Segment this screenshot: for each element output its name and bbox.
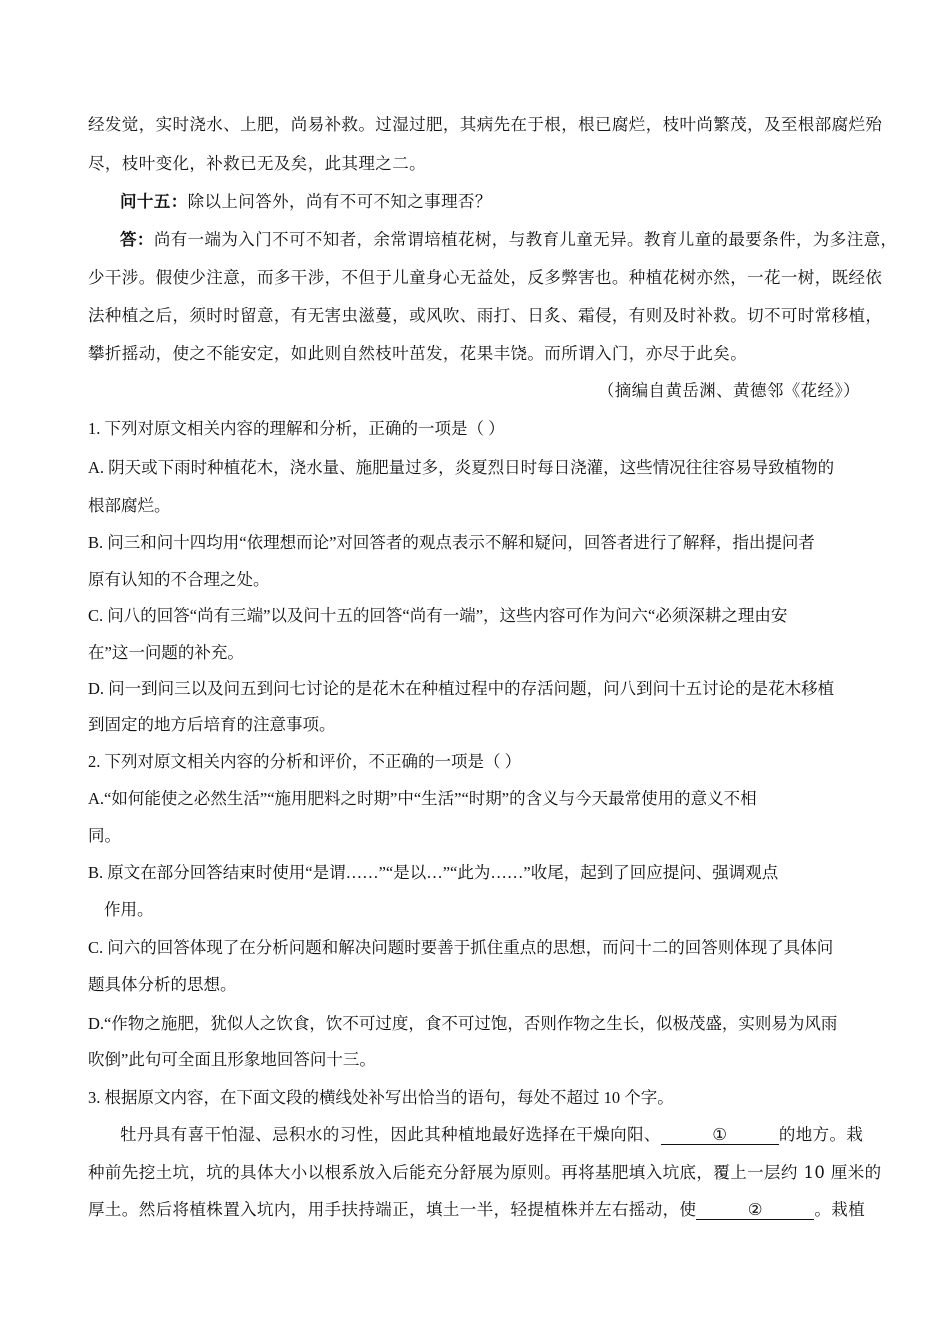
question-fifteen-label: 问十五： [120,192,188,211]
question-3-stem: 3. 根据原文内容，在下面文段的横线处补写出恰当的语句，每处不超过 10 个字。 [88,1088,674,1107]
question-1-option-a: A. 阴天或下雨时种植花木，浇水量、施肥量过多，炎夏烈日时每日浇灌，这些情况往往容易导致植物的 [88,458,835,477]
source-citation: （摘编自黄岳渊、黄德邻《花经》） [597,381,860,400]
question-2-option-c: C. 问六的回答体现了在分析问题和解决问题时要善于抓住重点的思想，而问十二的回答则体现了具体问 [88,938,834,957]
question-1-option-c: 在”这一问题的补充。 [88,643,244,662]
question-3-passage-line: 种前先挖土坑，坑的具体大小以根系放入后能充分舒展为原则。再将基肥填入坑底，覆上一层约 10 厘米的 [88,1163,882,1182]
question-2-option-d: 吹倒”此句可全面且形象地回答问十三。 [88,1050,376,1069]
question-1-option-b: B. 问三和问十四均用“依理想而论”对回答者的观点表示不解和疑问，回答者进行了解释，指出提问者 [88,533,815,552]
question-3-text: 厚土。然后将植株置入坑内，用手扶持端正，填土一半，轻提植株并左右摇动，使 [88,1200,697,1219]
question-1-option-b: 原有认知的不合理之处。 [88,570,270,589]
question-2-option-d: D.“作物之施肥，犹似人之饮食，饮不可过度，食不可过饱，否则作物之生长，似极茂盛，实则易为风雨 [88,1014,838,1033]
question-fifteen [120,191,900,213]
answer-line [120,229,900,251]
question-1-option-c: C. 问八的回答“尚有三端”以及问十五的回答“尚有一端”，这些内容可作为问六“必须深耕之理由安 [88,606,788,625]
question-2-option-b: 作用。 [104,900,154,919]
question-3-text: 的地方。栽 [778,1125,864,1144]
question-fifteen-text: 除以上问答外，尚有不可不知之事理否？ [187,192,492,211]
answer-label: 答： [120,230,154,249]
question-3-passage-line [120,1124,900,1146]
question-2-option-a: A.“如何能使之必然生活”“施用肥料之时期”中“生活”“时期”的含义与今天最常使用的意义不相 [88,789,757,808]
question-3-text: 。栽植 [814,1200,866,1219]
answer-blank-2[interactable]: ② [696,1201,814,1220]
answer-blank-1[interactable]: ① [661,1126,779,1145]
question-1-option-d: D. 问一到问三以及问五到问七讨论的是花木在种植过程中的存活问题，问八到问十五讨论的是花木移植 [88,679,835,698]
question-1-option-d: 到固定的地方后培育的注意事项。 [88,715,336,734]
answer-line: 法种植之后，须时时留意，有无害虫滋蔓，或风吹、雨打、日炙、霜侵，有则及时补救。切不可时常移植， [88,306,883,325]
passage-line: 经发觉，实时浇水、上肥，尚易补救。过湿过肥，其病先在于根，根已腐烂，枝叶尚繁茂，及至根部腐烂殆 [88,115,883,134]
answer-line: 攀折摇动，使之不能安定，如此则自然枝叶茁发，花果丰饶。而所谓入门，亦尽于此矣。 [88,344,748,363]
question-2-option-a: 同。 [88,826,121,845]
question-1-option-a: 根部腐烂。 [88,496,171,515]
question-3-text: 牡丹具有喜干怕湿、忌积水的习性，因此其种植地最好选择在干燥向阳、 [120,1125,661,1144]
question-2-stem: 2. 下列对原文相关内容的分析和评价，不正确的一项是（ ） [88,752,522,771]
question-1-stem: 1. 下列对原文相关内容的理解和分析，正确的一项是（ ） [88,419,505,438]
passage-line: 尽，枝叶变化，补救已无及矣，此其理之二。 [88,154,426,173]
question-2-option-b: B. 原文在部分回答结束时使用“是谓……”“是以…”“此为……”收尾，起到了回应提问、强调观点 [88,863,779,882]
question-2-option-c: 题具体分析的思想。 [88,975,237,994]
answer-line: 少干涉。假使少注意，而多干涉，不但于儿童身心无益处，反多弊害也。种植花树亦然，一花一树，既经依 [88,268,883,287]
answer-text: 尚有一端为入门不可不知者，余常谓培植花树，与教育儿童无异。教育儿童的最要条件，为多注意， [153,230,898,249]
question-3-passage-line [88,1199,868,1221]
